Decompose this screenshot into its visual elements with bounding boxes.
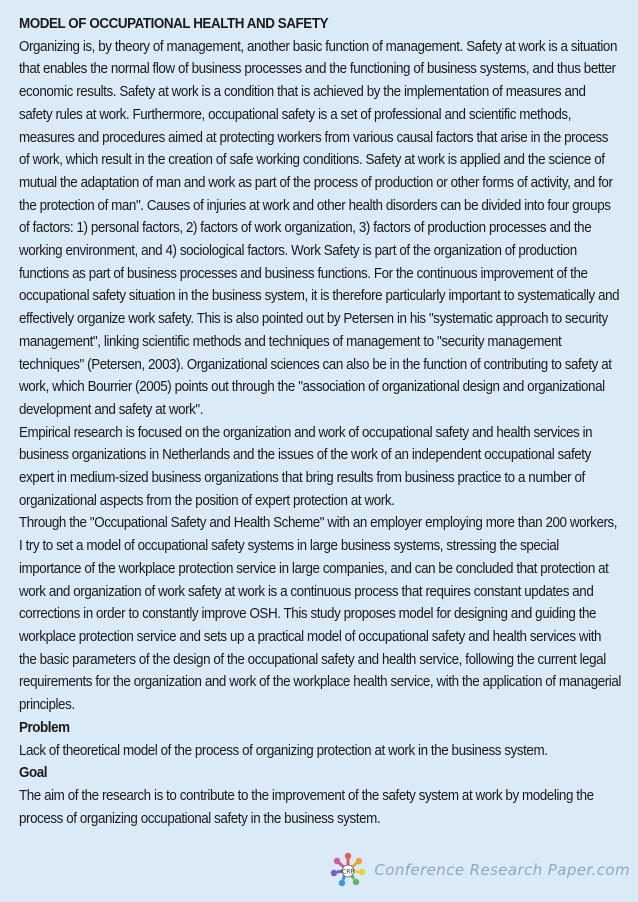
- body-paragraph-1: Organizing is, by theory of management, another basic function of management. Safety at work is a situation that enables the normal flow of business processes and the functioning of business systems, and thus better economic results. Safety at work is a condition that is achieved by the implementation of measures and safety rules at work. Furthermore, occupational safety is a set of professional and scientific methods, measures and procedures aimed at protecting workers from various causal factors that arise in the process of work, which result in the creation of safe working conditions. Safety at work is applied and the science of mutual the adaptation of man and work as part of the process of production or other forms of activity, and for the protection of man". Causes of injuries at work and other health disorders can be divided into four groups of factors: 1) personal factors, 2) factors of work organization, 3) factors of production processes and the working environment, and 4) sociological factors. Work Safety is part of the organization of production functions as part of business processes and business functions. For the continuous improvement of the occupational safety situation in the business system, it is therefore particularly important to systematically and effectively organize work safety. This is also pointed out by Petersen in his "systematic approach to security management", linking scientific methods and techniques of management to "security management techniques" (Petersen, 2003). Organizational sciences can also be in the function of contributing to safety at work, which Bourrier (2005) points out through the "association of organizational design and organizational development and safety at work".: [19, 38, 620, 418]
- problem-text: Lack of theoretical model of the process of organizing protection at work in the business system.: [19, 742, 548, 759]
- document-body: [19, 13, 622, 830]
- people-circle-logo-icon: [328, 850, 368, 890]
- problem-heading: Problem: [19, 719, 70, 736]
- document-title: MODEL OF OCCUPATIONAL HEALTH AND SAFETY: [19, 16, 329, 32]
- body-paragraph-3: Through the "Occupational Safety and Health Scheme" with an employer employing more than 200 workers, I try to set a model of occupational safety systems in large business systems, stressing the special importance of the workplace protection service in large companies, and can be concluded that protection at work and organization of work safety at work is a continuous process that requires constant updates and corrections in order to constantly improve OSH. This study proposes model for designing and guiding the workplace protection service and sets up a practical model of occupational safety and health services with the basic parameters of the design of the occupational safety and health service, following the current legal requirements for the organization and work of the workplace health service, with the application of managerial principles.: [19, 515, 621, 714]
- goal-heading: Goal: [19, 765, 48, 782]
- footer-brand: [328, 850, 630, 890]
- goal-text: The aim of the research is to contribute to the improvement of the safety system at work by modeling the process of organizing occupational safety in the business system.: [19, 787, 594, 827]
- footer-brand-text: Conference Research Paper.com: [374, 861, 630, 879]
- logo-text: CRP: [342, 868, 355, 876]
- body-paragraph-2: Empirical research is focused on the organization and work of occupational safety and health services in business organizations in Netherlands and the issues of the work of an independent occupational safety expert in medium-sized business organizations that bring results from business practice to a number of organizational aspects from the position of expert protection at work.: [19, 424, 593, 509]
